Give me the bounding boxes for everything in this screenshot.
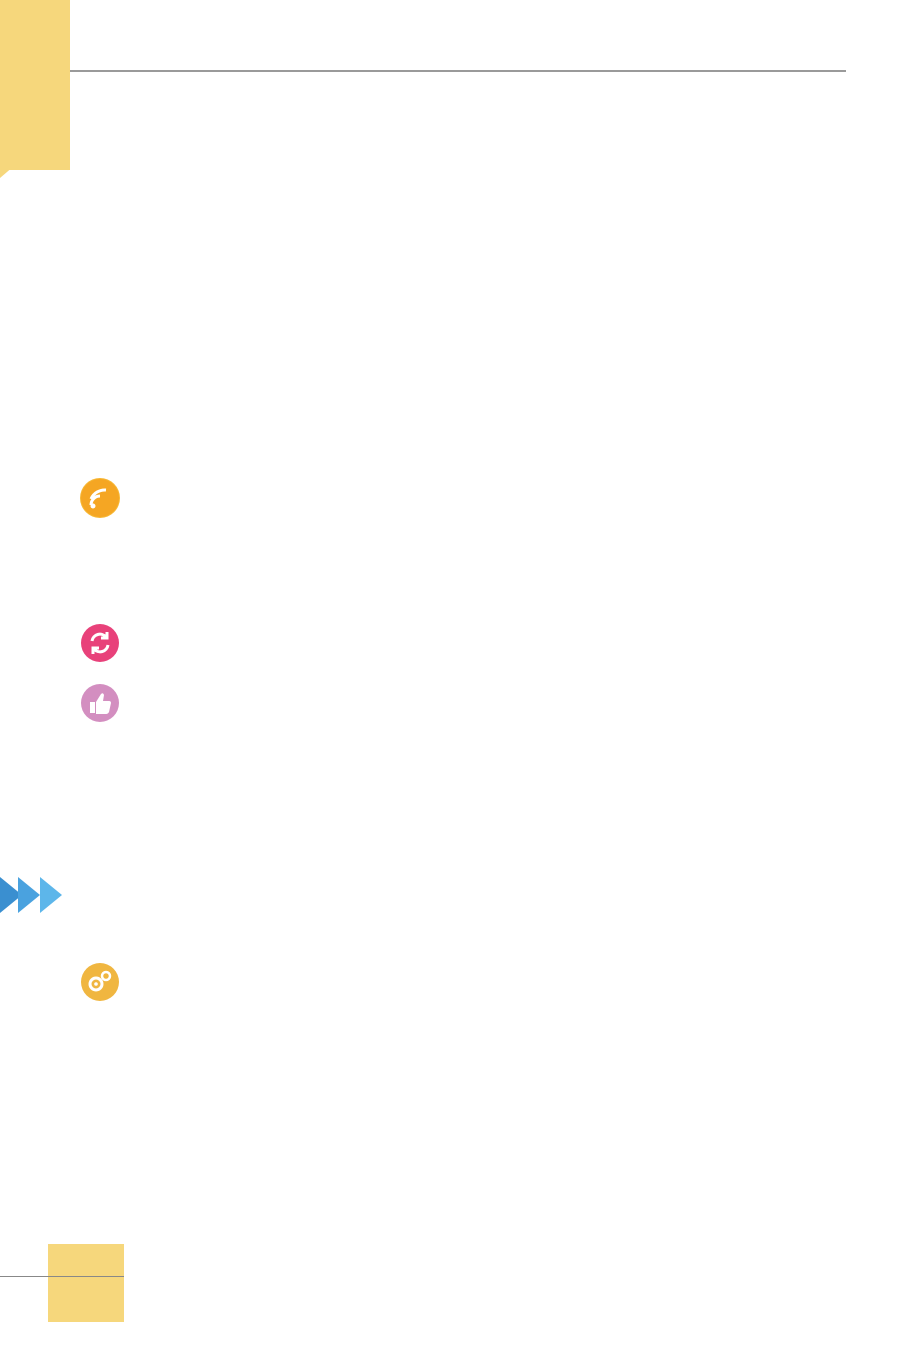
qr-code-task[interactable]	[780, 786, 844, 850]
chevron-icon	[18, 877, 40, 913]
chapter-tab-fold	[0, 118, 70, 178]
refresh-icon	[80, 623, 120, 667]
gears-icon	[80, 962, 120, 1006]
qr-code-video[interactable]	[780, 532, 844, 596]
thumbs-up-icon	[80, 683, 120, 727]
chevron-icon	[40, 877, 62, 913]
footer-divider	[0, 1276, 124, 1277]
page-number-tab	[48, 1244, 124, 1322]
header-divider	[70, 70, 846, 72]
wifi-icon	[80, 478, 120, 518]
